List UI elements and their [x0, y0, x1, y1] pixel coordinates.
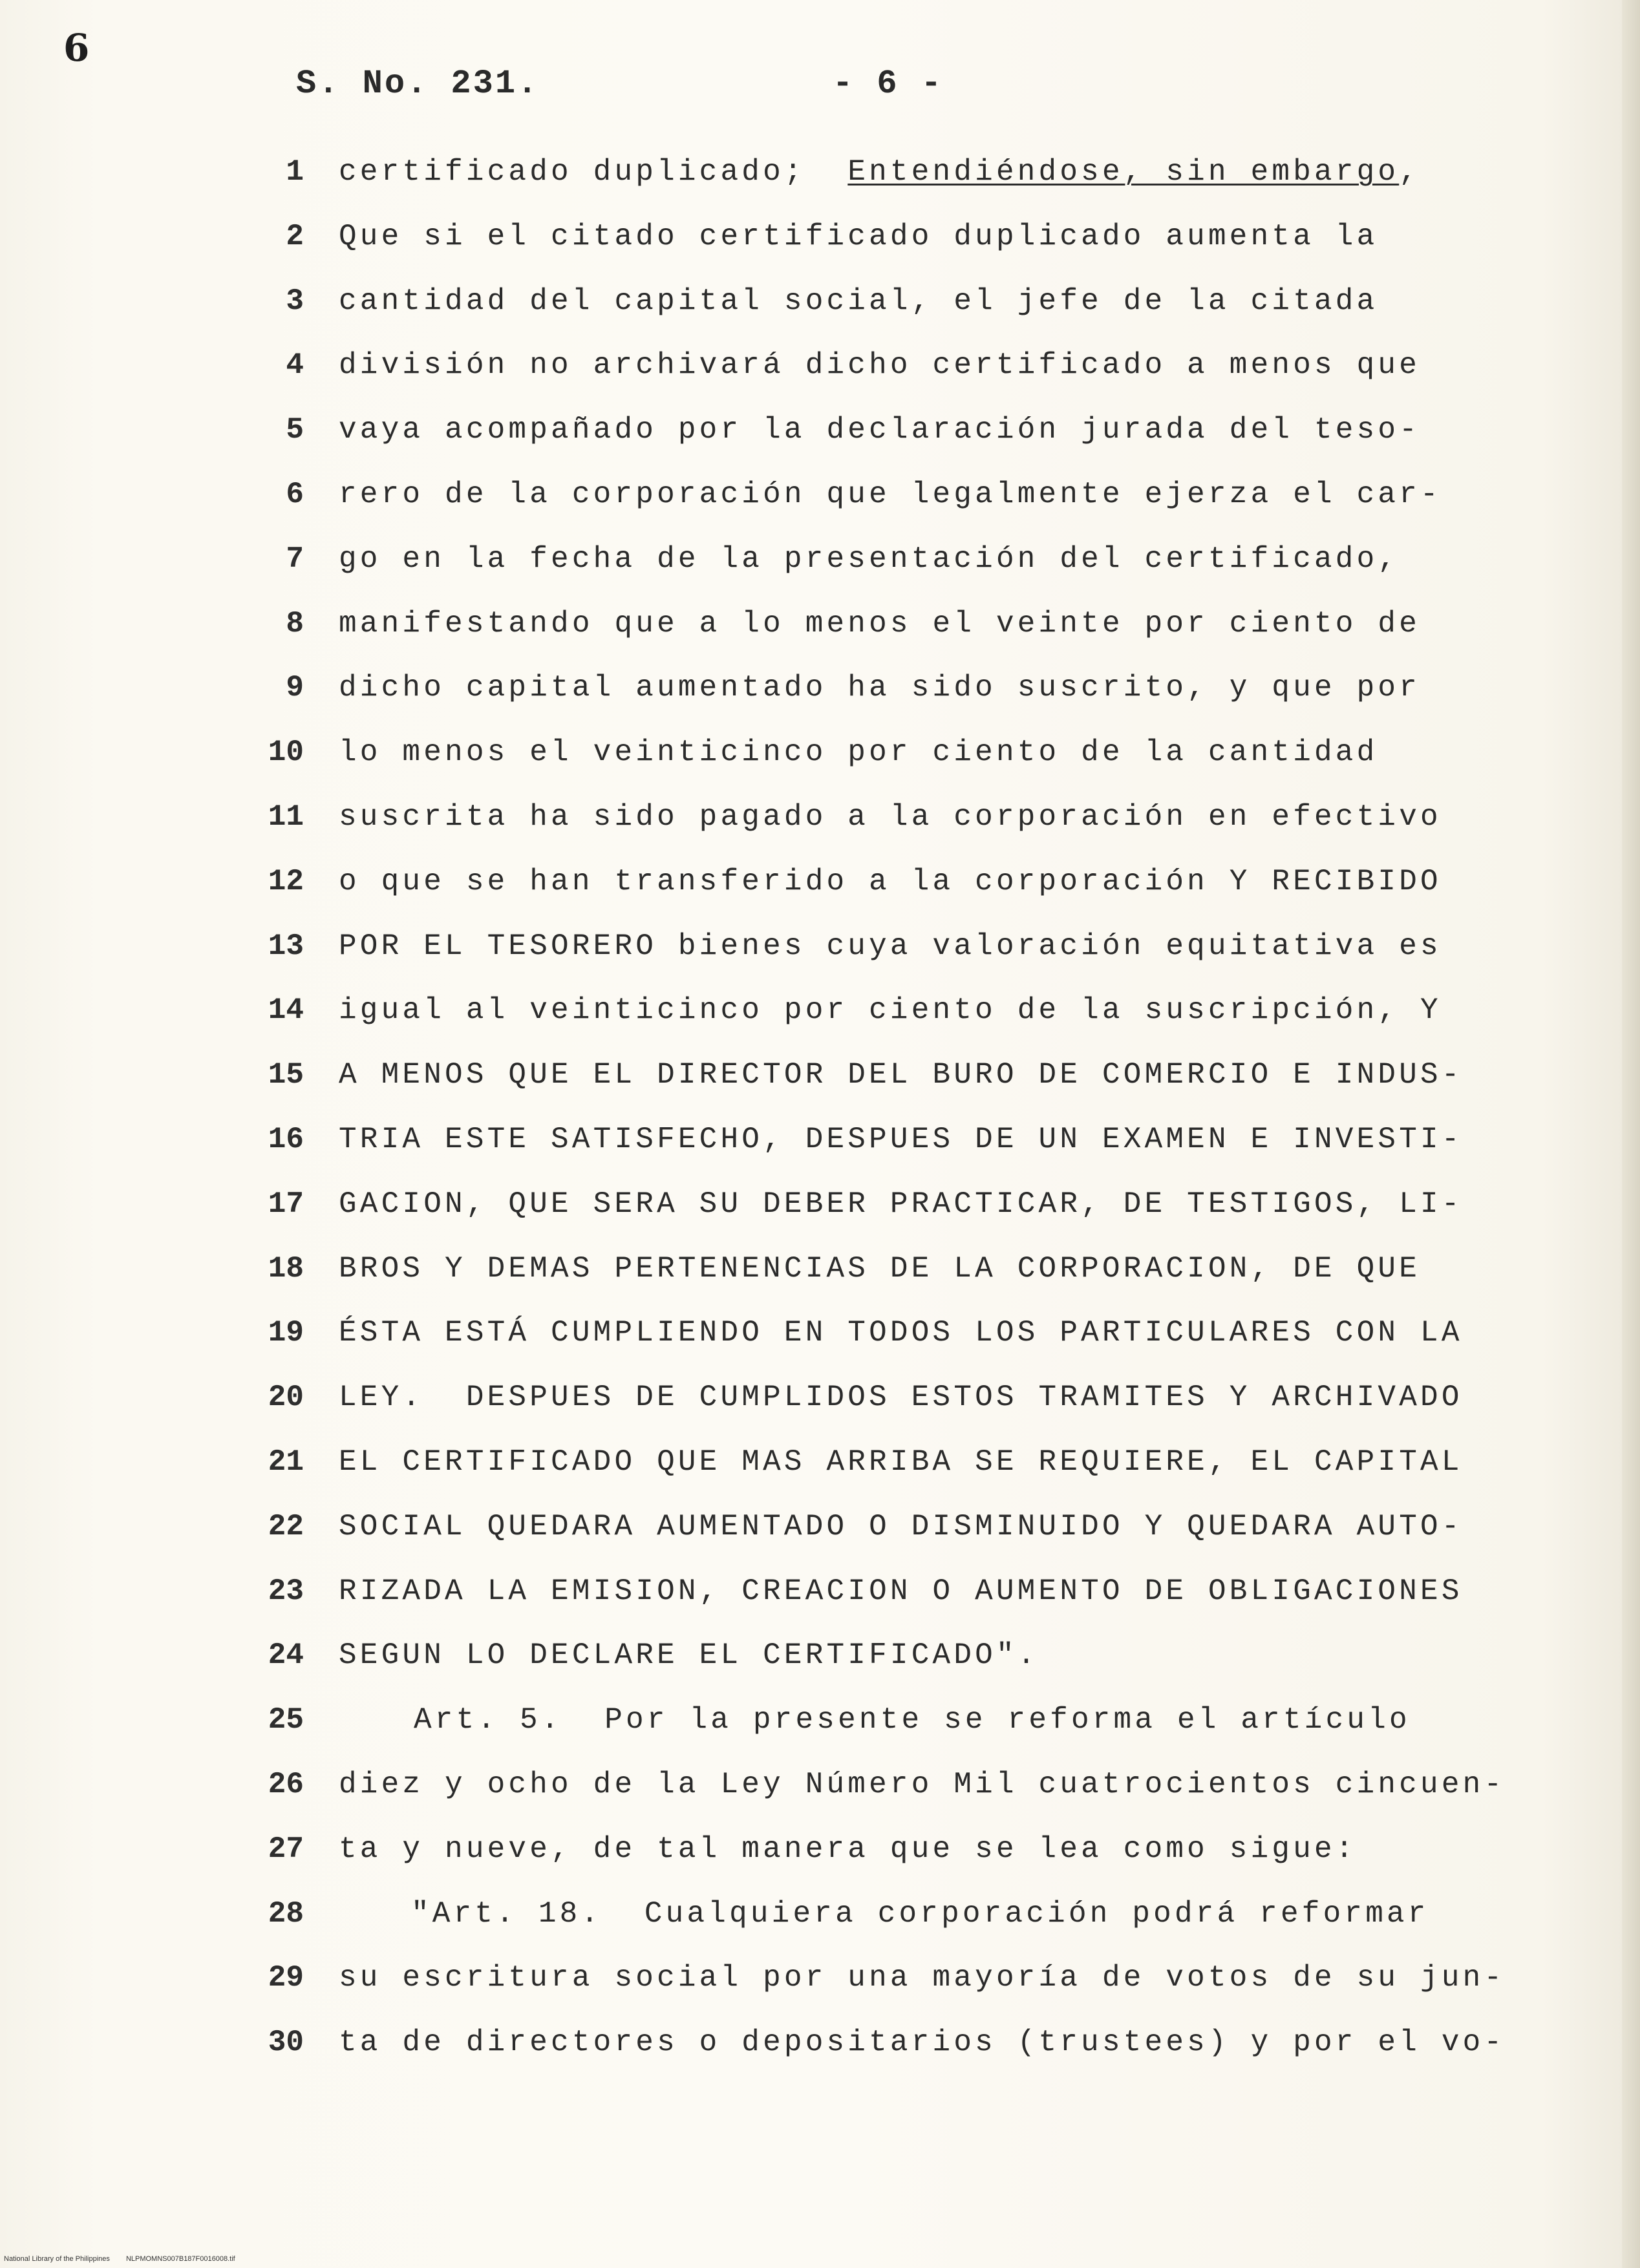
text-line — [0, 1894, 1640, 1959]
text-line — [0, 1507, 1640, 1572]
line-number: 26 — [268, 1767, 304, 1801]
footer-institution: National Library of the Philippines — [4, 2255, 110, 2263]
text-line — [0, 862, 1640, 927]
line-text: manifestando que a lo menos el veinte por ciento de — [339, 606, 1421, 641]
scan-footer — [4, 2255, 250, 2263]
text-line — [0, 1701, 1640, 1765]
text-line — [0, 1313, 1640, 1378]
text-line — [0, 1958, 1640, 2023]
line-text: dicho capital aumentado ha sido suscrito, y que por — [339, 671, 1421, 705]
text-line — [0, 2023, 1640, 2088]
text-line — [0, 1636, 1640, 1701]
line-text: igual al veinticinco por ciento de la suscripción, Y — [339, 993, 1442, 1028]
line-number: 27 — [268, 1832, 304, 1866]
text-line — [0, 410, 1640, 475]
text-line — [0, 1378, 1640, 1443]
text-line — [0, 282, 1640, 346]
line-number: 11 — [268, 800, 304, 834]
line-text: LEY. DESPUES DE CUMPLIDOS ESTOS TRAMITES Y ARCHIVADO — [339, 1381, 1463, 1415]
line-number: 14 — [268, 993, 304, 1028]
text-line — [0, 1572, 1640, 1637]
text-line — [0, 1765, 1640, 1830]
line-number: 13 — [268, 929, 304, 963]
text-line — [0, 475, 1640, 540]
line-number: 30 — [268, 2026, 304, 2060]
line-number: 29 — [268, 1961, 304, 1995]
line-number: 4 — [286, 348, 304, 383]
corner-mark: 6 — [63, 26, 90, 70]
line-text-before: certificado duplicado; — [339, 155, 848, 189]
line-text: división no archivará dicho certificado a menos que — [339, 348, 1421, 383]
line-text: suscrita ha sido pagado a la corporación en efectivo — [339, 800, 1442, 834]
line-text: BROS Y DEMAS PERTENENCIAS DE LA CORPORACION, DE QUE — [339, 1251, 1421, 1286]
line-text: rero de la corporación que legalmente ejerza el car- — [339, 477, 1442, 511]
text-line — [0, 927, 1640, 991]
line-number: 3 — [286, 284, 304, 318]
line-number: 8 — [286, 606, 304, 641]
line-text: vaya acompañado por la declaración jurada del teso- — [339, 413, 1421, 447]
line-number: 7 — [286, 542, 304, 576]
text-line — [0, 1055, 1640, 1120]
text-line — [0, 604, 1640, 669]
line-text: "Art. 18. Cualquiera corporación podrá reformar — [411, 1896, 1429, 1931]
line-text: POR EL TESORERO bienes cuya valoración equitativa es — [339, 929, 1442, 963]
page-number: - 6 - — [833, 65, 944, 103]
line-number: 15 — [268, 1058, 304, 1092]
text-line — [0, 217, 1640, 282]
line-number: 1 — [286, 155, 304, 189]
text-line — [0, 1185, 1640, 1249]
line-text: SOCIAL QUEDARA AUMENTADO O DISMINUIDO Y QUEDARA AUTO- — [339, 1509, 1463, 1543]
line-text: cantidad del capital social, el jefe de la citada — [339, 284, 1378, 318]
numbered-text-body — [0, 153, 1640, 2088]
line-text: GACION, QUE SERA SU DEBER PRACTICAR, DE TESTIGOS, LI- — [339, 1187, 1463, 1221]
line-number: 12 — [268, 864, 304, 898]
text-line — [0, 668, 1640, 733]
text-line — [0, 1120, 1640, 1185]
text-line — [0, 1249, 1640, 1314]
line-number: 2 — [286, 219, 304, 253]
underlined-phrase: Entendiéndose, sin embargo — [847, 155, 1400, 189]
line-text: RIZADA LA EMISION, CREACION O AUMENTO DE OBLIGACIONES — [339, 1574, 1463, 1608]
text-line — [0, 798, 1640, 862]
line-number: 16 — [268, 1122, 304, 1156]
page-header — [296, 65, 1395, 110]
line-number: 17 — [268, 1187, 304, 1221]
line-number: 18 — [268, 1251, 304, 1286]
line-number: 10 — [268, 736, 304, 770]
line-text: su escritura social por una mayoría de votos de su jun- — [339, 1961, 1506, 1995]
text-line — [0, 733, 1640, 798]
bill-serial-number: S. No. 231. — [296, 65, 540, 103]
line-number: 28 — [268, 1896, 304, 1931]
line-text: o que se han transferido a la corporación Y RECIBIDO — [339, 864, 1442, 898]
text-line — [0, 153, 1640, 217]
text-line — [0, 1443, 1640, 1507]
line-text: ÉSTA ESTÁ CUMPLIENDO EN TODOS LOS PARTICULARES CON LA — [339, 1316, 1463, 1350]
line-text: Art. 5. Por la presente se reforma el artículo — [414, 1703, 1411, 1737]
text-line — [0, 540, 1640, 604]
line-text: A MENOS QUE EL DIRECTOR DEL BURO DE COMERCIO E INDUS- — [339, 1058, 1463, 1092]
line-text: go en la fecha de la presentación del certificado, — [339, 542, 1400, 576]
line-text: ta y nueve, de tal manera que se lea como sigue: — [339, 1832, 1357, 1866]
line-number: 24 — [268, 1638, 304, 1673]
line-number: 22 — [268, 1509, 304, 1543]
line-number: 25 — [268, 1703, 304, 1737]
line-text: lo menos el veinticinco por ciento de la cantidad — [339, 736, 1378, 770]
line-number: 20 — [268, 1381, 304, 1415]
line-number: 21 — [268, 1445, 304, 1479]
line-text: diez y ocho de la Ley Número Mil cuatrocientos cincuen- — [339, 1767, 1506, 1801]
line-text: Que si el citado certificado duplicado aumenta la — [339, 219, 1378, 253]
footer-file-id: NLPMOMNS007B187F0016008.tif — [125, 2255, 235, 2263]
text-line — [0, 991, 1640, 1055]
line-number: 6 — [286, 477, 304, 511]
line-number: 23 — [268, 1574, 304, 1608]
text-line — [0, 1830, 1640, 1894]
line-number: 9 — [286, 671, 304, 705]
line-number: 19 — [268, 1316, 304, 1350]
line-text: SEGUN LO DECLARE EL CERTIFICADO". — [339, 1638, 1039, 1673]
line-text: EL CERTIFICADO QUE MAS ARRIBA SE REQUIERE, EL CAPITAL — [339, 1445, 1463, 1479]
text-line — [0, 346, 1640, 410]
line-text — [339, 153, 1420, 191]
line-text: TRIA ESTE SATISFECHO, DESPUES DE UN EXAMEN E INVESTI- — [339, 1122, 1463, 1156]
line-number: 5 — [286, 413, 304, 447]
line-text: ta de directores o depositarios (trustees) y por el vo- — [339, 2026, 1506, 2060]
line-text-after: , — [1399, 155, 1421, 189]
